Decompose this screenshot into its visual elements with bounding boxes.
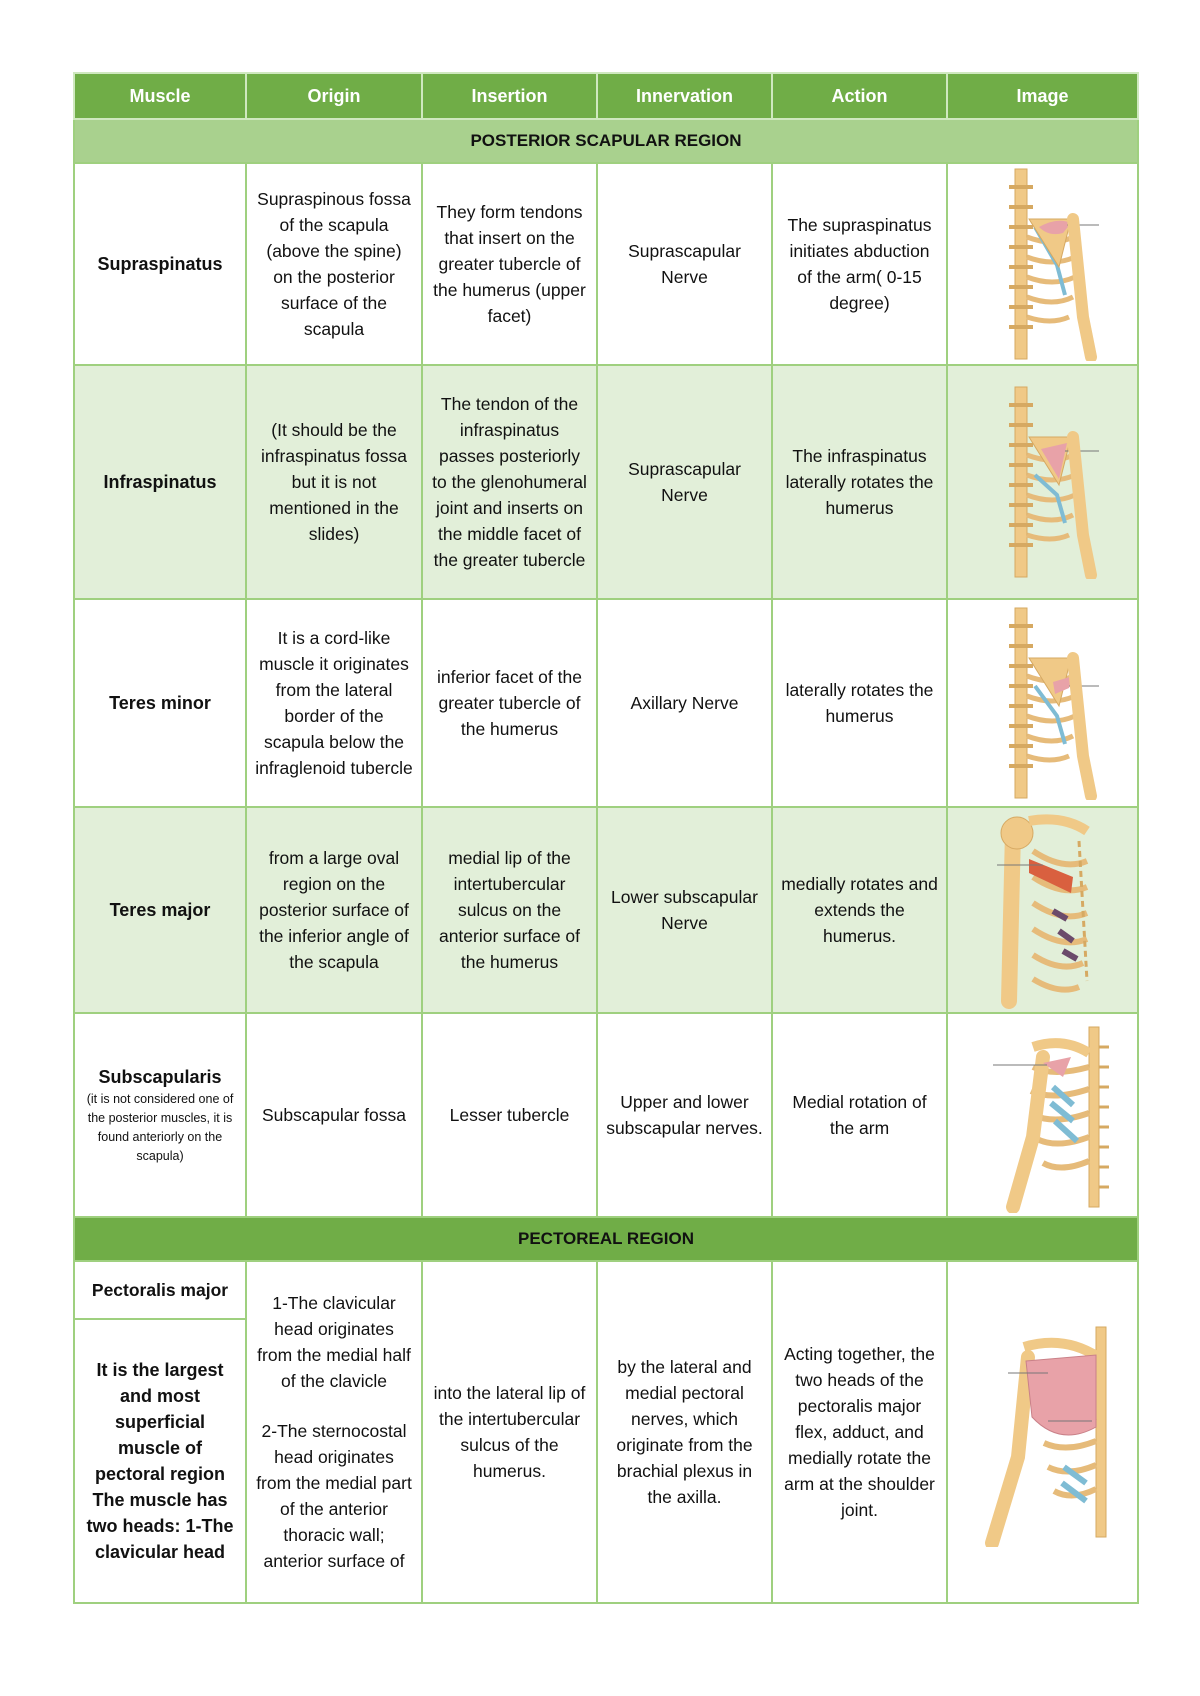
- muscle-name: Subscapularis: [98, 1067, 222, 1087]
- insertion-cell: They form tendons that insert on the greater tubercle of the humerus (upper facet): [422, 163, 597, 365]
- origin-cell: from a large oval region on the posterior surface of the inferior angle of the scapula: [246, 807, 422, 1013]
- region-row-posterior: [74, 119, 1138, 163]
- table-row: [74, 807, 1138, 1013]
- table-row: [74, 1261, 1138, 1319]
- region-row-pectoral: [74, 1217, 1138, 1261]
- origin-cell: It is a cord-like muscle it originates from the lateral border of the scapula below the infraglenoid tubercle: [246, 599, 422, 807]
- posterior-shoulder-illustration-icon: [983, 385, 1103, 579]
- innervation-cell: by the lateral and medial pectoral nerves, which originate from the brachial plexus in the axilla.: [597, 1261, 772, 1603]
- image-cell: [947, 365, 1138, 599]
- muscle-name: Teres minor: [74, 599, 246, 807]
- pectoralis-major-illustration-icon: [968, 1317, 1118, 1547]
- table-row: [74, 365, 1138, 599]
- innervation-cell: Axillary Nerve: [597, 599, 772, 807]
- origin-cell: Subscapular fossa: [246, 1013, 422, 1217]
- origin-part-2: 2-The sternocostal head originates from the medial part of the anterior thoracic wall; anterior surface of: [256, 1421, 412, 1571]
- muscle-name: Infraspinatus: [74, 365, 246, 599]
- origin-cell: [246, 1261, 422, 1603]
- header-insertion: Insertion: [422, 73, 597, 119]
- origin-cell: Supraspinous fossa of the scapula (above the spine) on the posterior surface of the scapula: [246, 163, 422, 365]
- insertion-cell: The tendon of the infraspinatus passes posteriorly to the glenohumeral joint and inserts on the middle facet of the greater tubercle: [422, 365, 597, 599]
- image-cell: [947, 1013, 1138, 1217]
- action-cell: Medial rotation of the arm: [772, 1013, 947, 1217]
- table-row: [74, 163, 1138, 365]
- muscle-name-cell: [74, 1013, 246, 1217]
- muscle-name: Teres major: [74, 807, 246, 1013]
- table-row: [74, 1013, 1138, 1217]
- posterior-shoulder-illustration-icon: [983, 606, 1103, 800]
- image-cell: [947, 807, 1138, 1013]
- muscle-table: [73, 72, 1139, 1604]
- action-cell: Acting together, the two heads of the pectoralis major flex, adduct, and medially rotate the arm at the shoulder joint.: [772, 1261, 947, 1603]
- muscle-name: Pectoralis major: [74, 1261, 246, 1319]
- innervation-cell: Lower subscapular Nerve: [597, 807, 772, 1013]
- insertion-cell: inferior facet of the greater tubercle of the humerus: [422, 599, 597, 807]
- insertion-cell: Lesser tubercle: [422, 1013, 597, 1217]
- origin-part-1: 1-The clavicular head originates from the medial half of the clavicle: [257, 1293, 411, 1391]
- header-innervation: Innervation: [597, 73, 772, 119]
- header-row: [74, 73, 1138, 119]
- region-title-pectoral: PECTOREAL REGION: [74, 1217, 1138, 1261]
- header-image: Image: [947, 73, 1138, 119]
- origin-cell: (It should be the infraspinatus fossa but it is not mentioned in the slides): [246, 365, 422, 599]
- muscle-table-page: [73, 72, 1137, 1604]
- image-cell: [947, 599, 1138, 807]
- action-cell: The supraspinatus initiates abduction of the arm( 0-15 degree): [772, 163, 947, 365]
- insertion-cell: medial lip of the intertubercular sulcus on the anterior surface of the humerus: [422, 807, 597, 1013]
- region-title-posterior: POSTERIOR SCAPULAR REGION: [74, 119, 1138, 163]
- image-cell: [947, 163, 1138, 365]
- innervation-cell: Suprascapular Nerve: [597, 365, 772, 599]
- anterior-arm-illustration-icon: [983, 811, 1103, 1009]
- header-muscle: Muscle: [74, 73, 246, 119]
- innervation-cell: Upper and lower subscapular nerves.: [597, 1013, 772, 1217]
- muscle-note: (it is not considered one of the posterior muscles, it is found anteriorly on the scapula): [86, 1092, 234, 1163]
- muscle-description: It is the largest and most superficial muscle of pectoral region The muscle has two heads: 1-The clavicular head: [74, 1319, 246, 1603]
- action-cell: The infraspinatus laterally rotates the humerus: [772, 365, 947, 599]
- image-cell: [947, 1261, 1138, 1603]
- innervation-cell: Suprascapular Nerve: [597, 163, 772, 365]
- action-cell: laterally rotates the humerus: [772, 599, 947, 807]
- anterior-ribcage-illustration-icon: [973, 1017, 1113, 1213]
- action-cell: medially rotates and extends the humerus.: [772, 807, 947, 1013]
- header-action: Action: [772, 73, 947, 119]
- header-origin: Origin: [246, 73, 422, 119]
- table-row: [74, 599, 1138, 807]
- muscle-name: Supraspinatus: [74, 163, 246, 365]
- insertion-cell: into the lateral lip of the intertubercular sulcus of the humerus.: [422, 1261, 597, 1603]
- posterior-shoulder-illustration-icon: [983, 167, 1103, 361]
